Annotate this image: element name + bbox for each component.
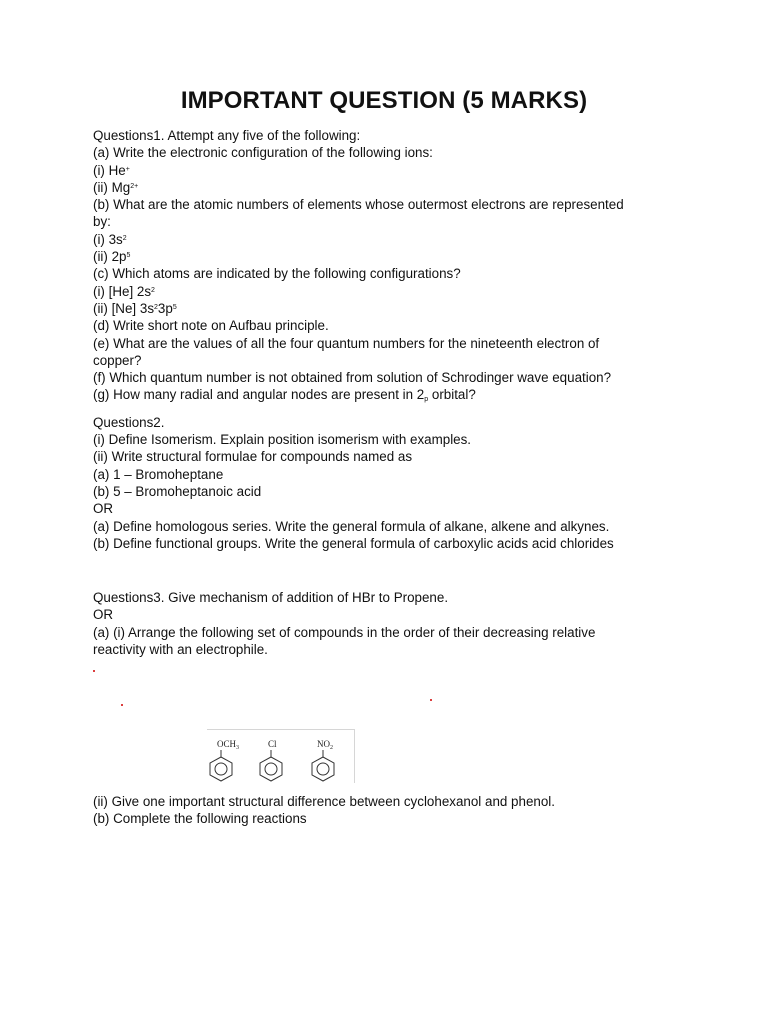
q2-b: (b) 5 – Bromoheptanoic acid <box>93 483 262 499</box>
q2-heading: Questions2. <box>93 414 165 430</box>
benzene-ring-icon <box>260 757 282 781</box>
label-no2: $NO_2$ <box>317 739 333 751</box>
q3-a-i-line1: (a) (i) Arrange the following set of compounds in the order of their decreasing relative <box>93 624 596 640</box>
q3-or: OR <box>93 607 114 623</box>
q1-c-ii: (ii) [Ne] $3s^23p^5$ <box>93 300 177 316</box>
q1-heading: Questions1. Attempt any five of the following: <box>93 128 361 143</box>
label-cl: Cl <box>268 739 277 749</box>
page-title: IMPORTANT QUESTION (5 MARKS) <box>180 87 588 114</box>
q2-or: OR <box>93 501 114 517</box>
benzene-ring-icon <box>312 757 334 781</box>
stray-mark <box>430 699 432 701</box>
q2-alt-b: (b) Define functional groups. Write the general formula of carboxylic acids acid chlorides <box>93 535 614 551</box>
benzene-structures-figure <box>207 729 355 783</box>
benzene-ring-icon <box>210 757 232 781</box>
q2-alt-a: (a) Define homologous series. Write the general formula of alkane, alkene and alkynes. <box>93 518 610 534</box>
q2-ii: (ii) Write structural formulae for compounds named as <box>93 449 413 465</box>
spacer <box>93 404 673 414</box>
stray-mark <box>93 670 95 672</box>
q3-a-i-line2: reactivity with an electrophile. <box>93 642 268 658</box>
q1-b-line2: by: <box>93 214 111 230</box>
q3-b: (b) Complete the following reactions <box>93 811 307 827</box>
q1-e-line1: (e) What are the values of all the four quantum numbers for the nineteenth electron of <box>93 335 600 351</box>
q1-g: (g) How many radial and angular nodes are present in $2_p$ orbital? <box>93 387 476 404</box>
question-body <box>93 127 673 658</box>
q1-a: (a) Write the electronic configuration of the following ions: <box>93 145 433 161</box>
q1-b-i: (i) $3s^2$ <box>93 231 127 247</box>
q1-b-ii: (ii) $2p^5$ <box>93 249 131 265</box>
spacer <box>93 552 673 589</box>
structures-svg <box>207 730 354 783</box>
q1-a-i: (i) He+ <box>93 162 130 178</box>
q3-heading: Questions3. Give mechanism of addition of HBr to Propene. <box>93 590 449 606</box>
q1-c: (c) Which atoms are indicated by the following configurations? <box>93 266 461 282</box>
q2-a: (a) 1 – Bromoheptane <box>93 466 224 482</box>
q1-d: (d) Write short note on Aufbau principle. <box>93 318 329 334</box>
q1-b-line1: (b) What are the atomic numbers of elements whose outermost electrons are represented <box>93 197 624 213</box>
q2-i: (i) Define Isomerism. Explain position isomerism with examples. <box>93 432 472 448</box>
stray-mark <box>121 704 123 706</box>
q3-continued <box>93 793 555 828</box>
label-och3: $OCH_3$ <box>217 739 240 751</box>
q1-e-line2: copper? <box>93 352 142 368</box>
q1-a-ii: (ii) $Mg^{2+}$ <box>93 179 139 195</box>
q1-f: (f) Which quantum number is not obtained from solution of Schrodinger wave equation? <box>93 370 612 386</box>
q1-c-i: (i) [He] $2s^2$ <box>93 283 155 299</box>
q3-a-ii: (ii) Give one important structural difference between cyclohexanol and phenol. <box>93 794 555 809</box>
